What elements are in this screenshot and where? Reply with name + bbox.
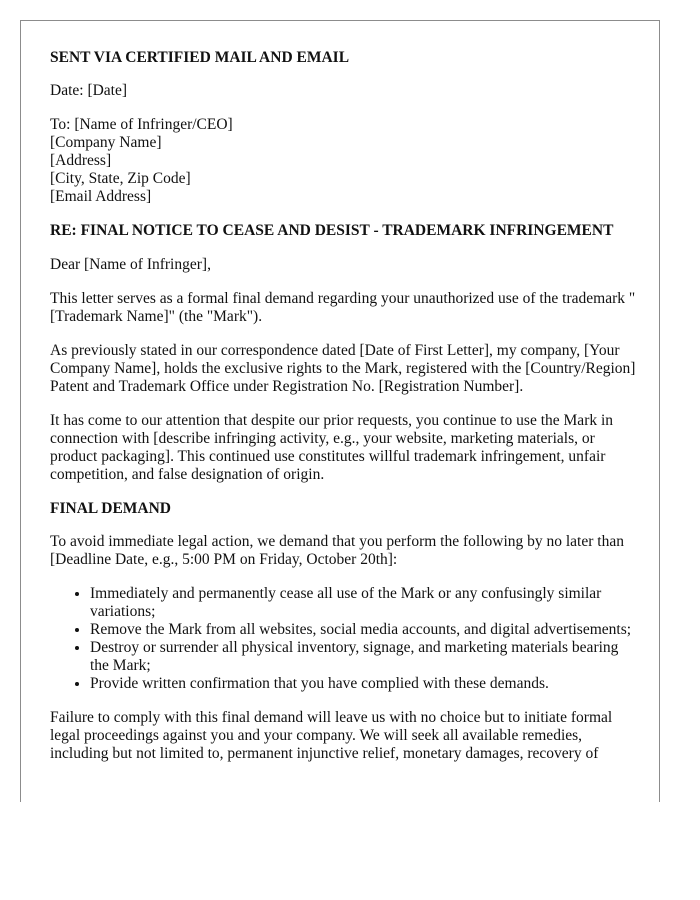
recipient-name-line: To: [Name of Infringer/CEO] (50, 116, 233, 133)
body-paragraph-4: To avoid immediate legal action, we demand that you perform the following by no later than [Deadline Date, e.g., 5:00 PM on Friday, October 20th]: (50, 533, 624, 568)
body-paragraph-2: As previously stated in our correspondence dated [Date of First Letter], my company, [Your Company Name], holds the exclusive rights to the Mark, registered with the [Country/Region] Patent and Trademark Office under Registration No. [Registration Number]. (50, 342, 636, 395)
body-paragraph-3: It has come to our attention that despite our prior requests, you continue to use the Mark in connection with [describe infringing activity, e.g., your website, marketing materials, or product packaging]. This continued use constitutes willful trademark infringement, unfair competition, and false designation of origin. (50, 412, 614, 483)
letter-content (50, 49, 636, 779)
demand-item: • Destroy or surrender all physical inventory, signage, and marketing materials bearing the Mark; (90, 639, 636, 675)
delivery-heading: SENT VIA CERTIFIED MAIL AND EMAIL (50, 49, 350, 66)
recipient-address-line: [Address] (50, 152, 112, 169)
recipient-city-line: [City, State, Zip Code] (50, 170, 191, 187)
demand-item: • Immediately and permanently cease all use of the Mark or any confusingly similar variations; (90, 585, 636, 621)
salutation: Dear [Name of Infringer], (50, 256, 211, 273)
subject-line: RE: FINAL NOTICE TO CEASE AND DESIST - TRADEMARK INFRINGEMENT (50, 222, 614, 239)
recipient-email-line: [Email Address] (50, 188, 152, 205)
demand-item: • Remove the Mark from all websites, social media accounts, and digital advertisements; (90, 621, 636, 639)
body-paragraph-1: This letter serves as a formal final demand regarding your unauthorized use of the trademark "[Trademark Name]" (the "Mark"). (50, 290, 636, 325)
final-demand-heading: FINAL DEMAND (50, 500, 171, 517)
letter-page (20, 20, 660, 802)
date-line: Date: [Date] (50, 82, 128, 99)
demand-list (50, 585, 636, 693)
recipient-company-line: [Company Name] (50, 134, 162, 151)
recipient-address-block (50, 116, 636, 206)
body-paragraph-5: Failure to comply with this final demand will leave us with no choice but to initiate formal legal proceedings against you and your company. We will seek all available remedies, including but not limited to, permanent injunctive relief, monetary damages, recovery of (50, 709, 613, 762)
demand-item: • Provide written confirmation that you have complied with these demands. (90, 675, 636, 693)
